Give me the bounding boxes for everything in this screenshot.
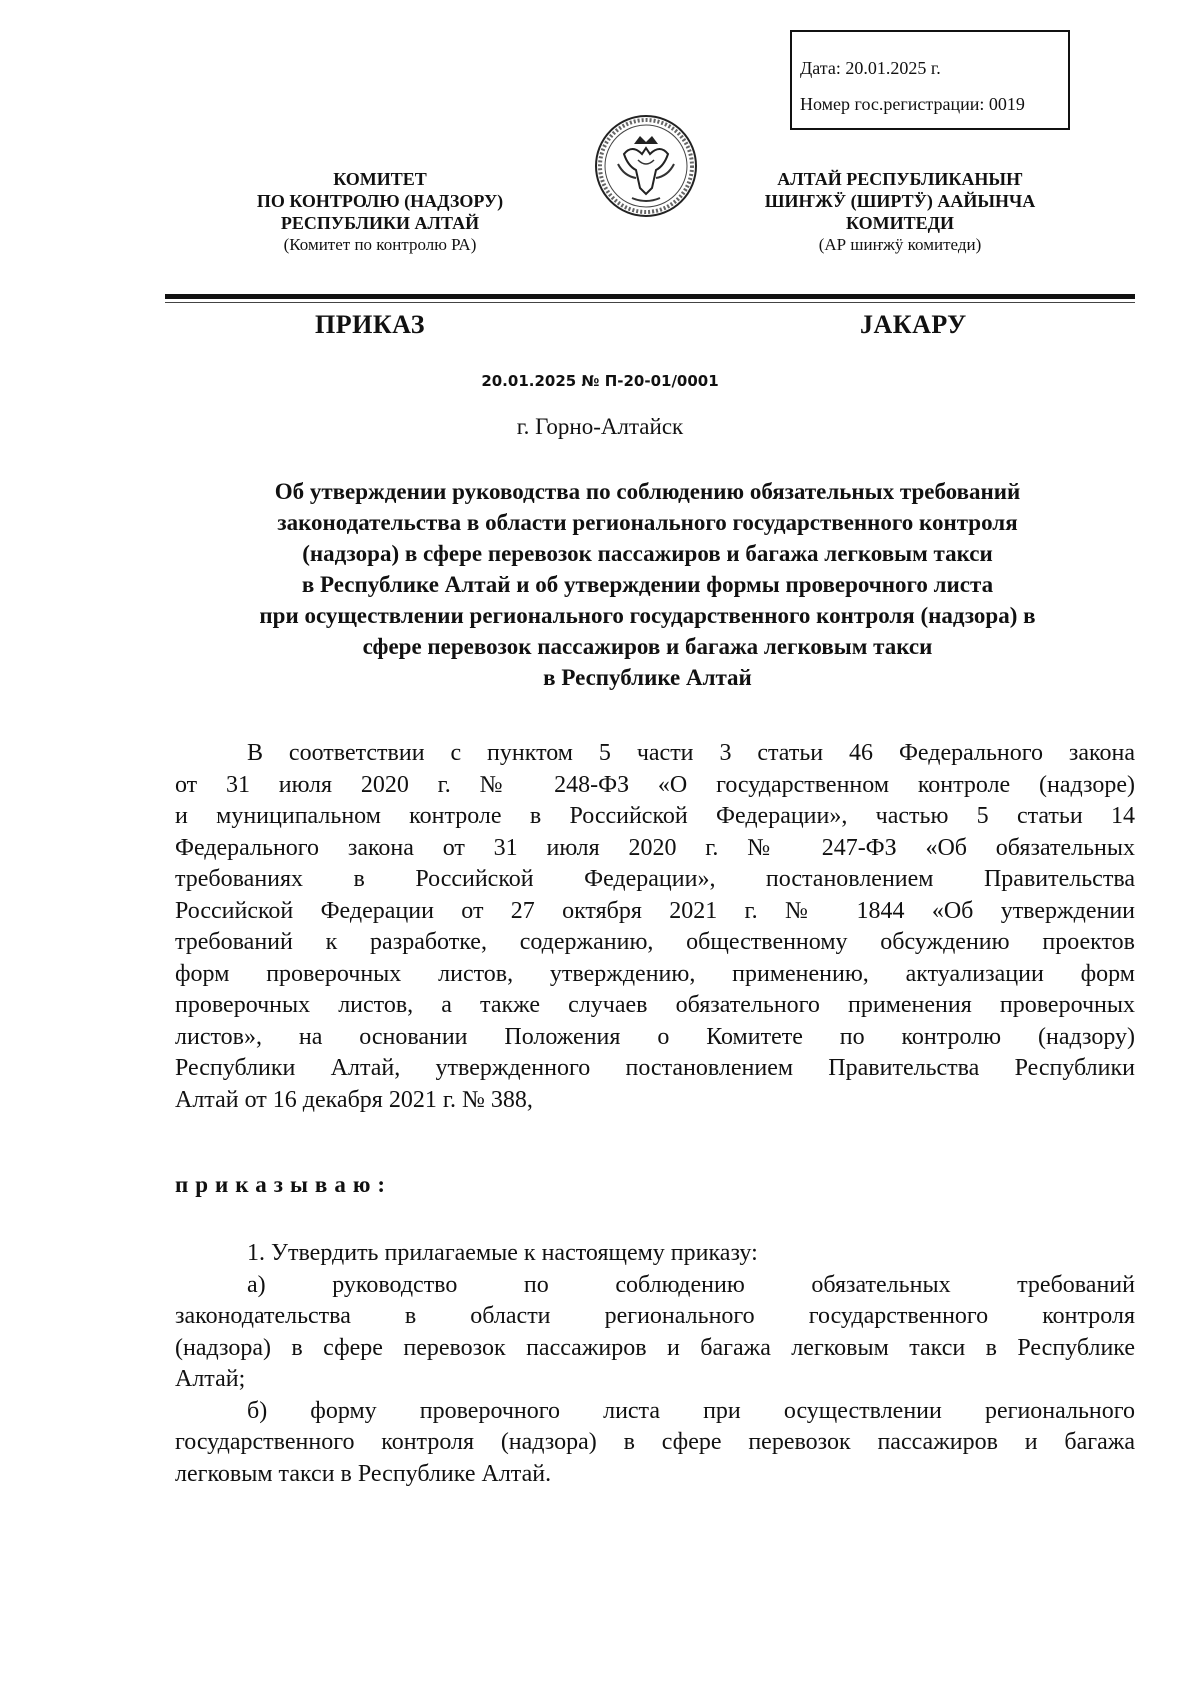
header-right-line-4: (АР шиҥжӱ комитеди) [818, 235, 982, 254]
order-heading-russian: ПРИКАЗ [315, 310, 426, 339]
title-line: Об утверждении руководства по соблюдению обязательных требований [274, 479, 1021, 504]
title-line: сфере перевозок пассажиров и багажа легковым такси [362, 634, 933, 659]
registration-date-value: 20.01.2025 г. [845, 58, 941, 78]
preamble-line: проверочных листов, а также случаев обязательного применения проверочных [175, 992, 1135, 1018]
registration-date-label: Дата: [800, 58, 841, 78]
item-line: 1. Утвердить прилагаемые к настоящему приказу: [247, 1240, 758, 1266]
header-left-line-2: ПО КОНТРОЛЮ (НАДЗОРУ) [256, 191, 504, 211]
preamble-line: Федерального закона от 31 июля 2020 г. № 247-ФЗ «Об обязательных [175, 834, 1135, 861]
item-line: (надзора) в сфере перевозок пассажиров и багажа легковым такси в Республике [175, 1334, 1135, 1361]
registration-date-row [800, 50, 1068, 86]
preamble-line: Российской Федерации от 27 октября 2021 г. № 1844 «Об утверждении [175, 897, 1135, 924]
header-right-line-1: АЛТАЙ РЕСПУБЛИКАНЫҤ [777, 169, 1023, 189]
header-left-organization [180, 168, 580, 256]
order-items [175, 1238, 1135, 1490]
preamble-line: Алтай от 16 декабря 2021 г. № 388, [175, 1086, 533, 1113]
preamble-line: и муниципальном контроле в Российской Федерации», частью 5 статьи 14 [175, 803, 1135, 829]
header-rule-thick [165, 294, 1135, 299]
title-line: в Республике Алтай [543, 665, 752, 690]
header-right-organization [700, 168, 1100, 256]
preamble-line: от 31 июля 2020 г. № 248-ФЗ «О государственном контроле (надзоре) [175, 771, 1135, 798]
preamble-line: Республики Алтай, утвержденного постановлением Правительства Республики [175, 1055, 1135, 1081]
coat-of-arms-emblem [594, 114, 698, 218]
header-right-line-2: ШИҤЖӰ (ШИРТӰ) ААЙЫНЧА [764, 191, 1036, 211]
order-word: приказываю: [175, 1172, 393, 1197]
title-line: законодательства в области регионального государственного контроля [277, 510, 1018, 535]
preamble-line: В соответствии с пунктом 5 части 3 статьи 46 Федерального закона [247, 740, 1135, 766]
item-line: законодательства в области регионального государственного контроля [175, 1303, 1135, 1329]
header-left-line-1: КОМИТЕТ [333, 169, 427, 189]
document-title [160, 476, 1135, 693]
header-left-line-4: (Комитет по контролю РА) [283, 235, 477, 254]
order-heading-altai: ЈАКАРУ [860, 310, 967, 339]
item-line: Алтай; [175, 1366, 246, 1392]
item-line: государственного контроля (надзора) в сфере перевозок пассажиров и багажа [175, 1429, 1135, 1455]
title-line: при осуществлении регионального государственного контроля (надзора) в [259, 603, 1036, 628]
registration-number-row [800, 86, 1068, 122]
title-line: в Республике Алтай и об утверждении формы проверочного листа [301, 572, 994, 597]
item-line: б) форму проверочного листа при осуществлении регионального [247, 1397, 1135, 1424]
preamble-line: требованиях в Российской Федерации», постановлением Правительства [175, 866, 1135, 892]
title-line: (надзора) в сфере перевозок пассажиров и багажа легковым такси [302, 541, 993, 566]
registration-number-value: 0019 [988, 94, 1025, 114]
registration-number-label: Номер гос.регистрации: [800, 94, 985, 114]
preamble-paragraph [175, 738, 1135, 1116]
header-left-line-3: РЕСПУБЛИКИ АЛТАЙ [280, 213, 480, 233]
header-rule-thin [165, 302, 1135, 303]
registration-stamp [790, 30, 1070, 130]
preamble-line: форм проверочных листов, утверждению, применению, актуализации форм [175, 960, 1135, 987]
item-line: легковым такси в Республике Алтай. [175, 1460, 552, 1487]
city-name: г. Горно-Алтайск [516, 414, 684, 439]
item-line: а) руководство по соблюдению обязательных требований [247, 1271, 1135, 1298]
header-right-line-3: КОМИТЕДИ [846, 213, 954, 233]
preamble-line: требований к разработке, содержанию, общественному обсуждению проектов [175, 929, 1135, 955]
document-number: 20.01.2025 № П-20-01/0001 [481, 372, 719, 390]
preamble-line: листов», на основании Положения о Комитете по контролю (надзору) [175, 1023, 1135, 1050]
